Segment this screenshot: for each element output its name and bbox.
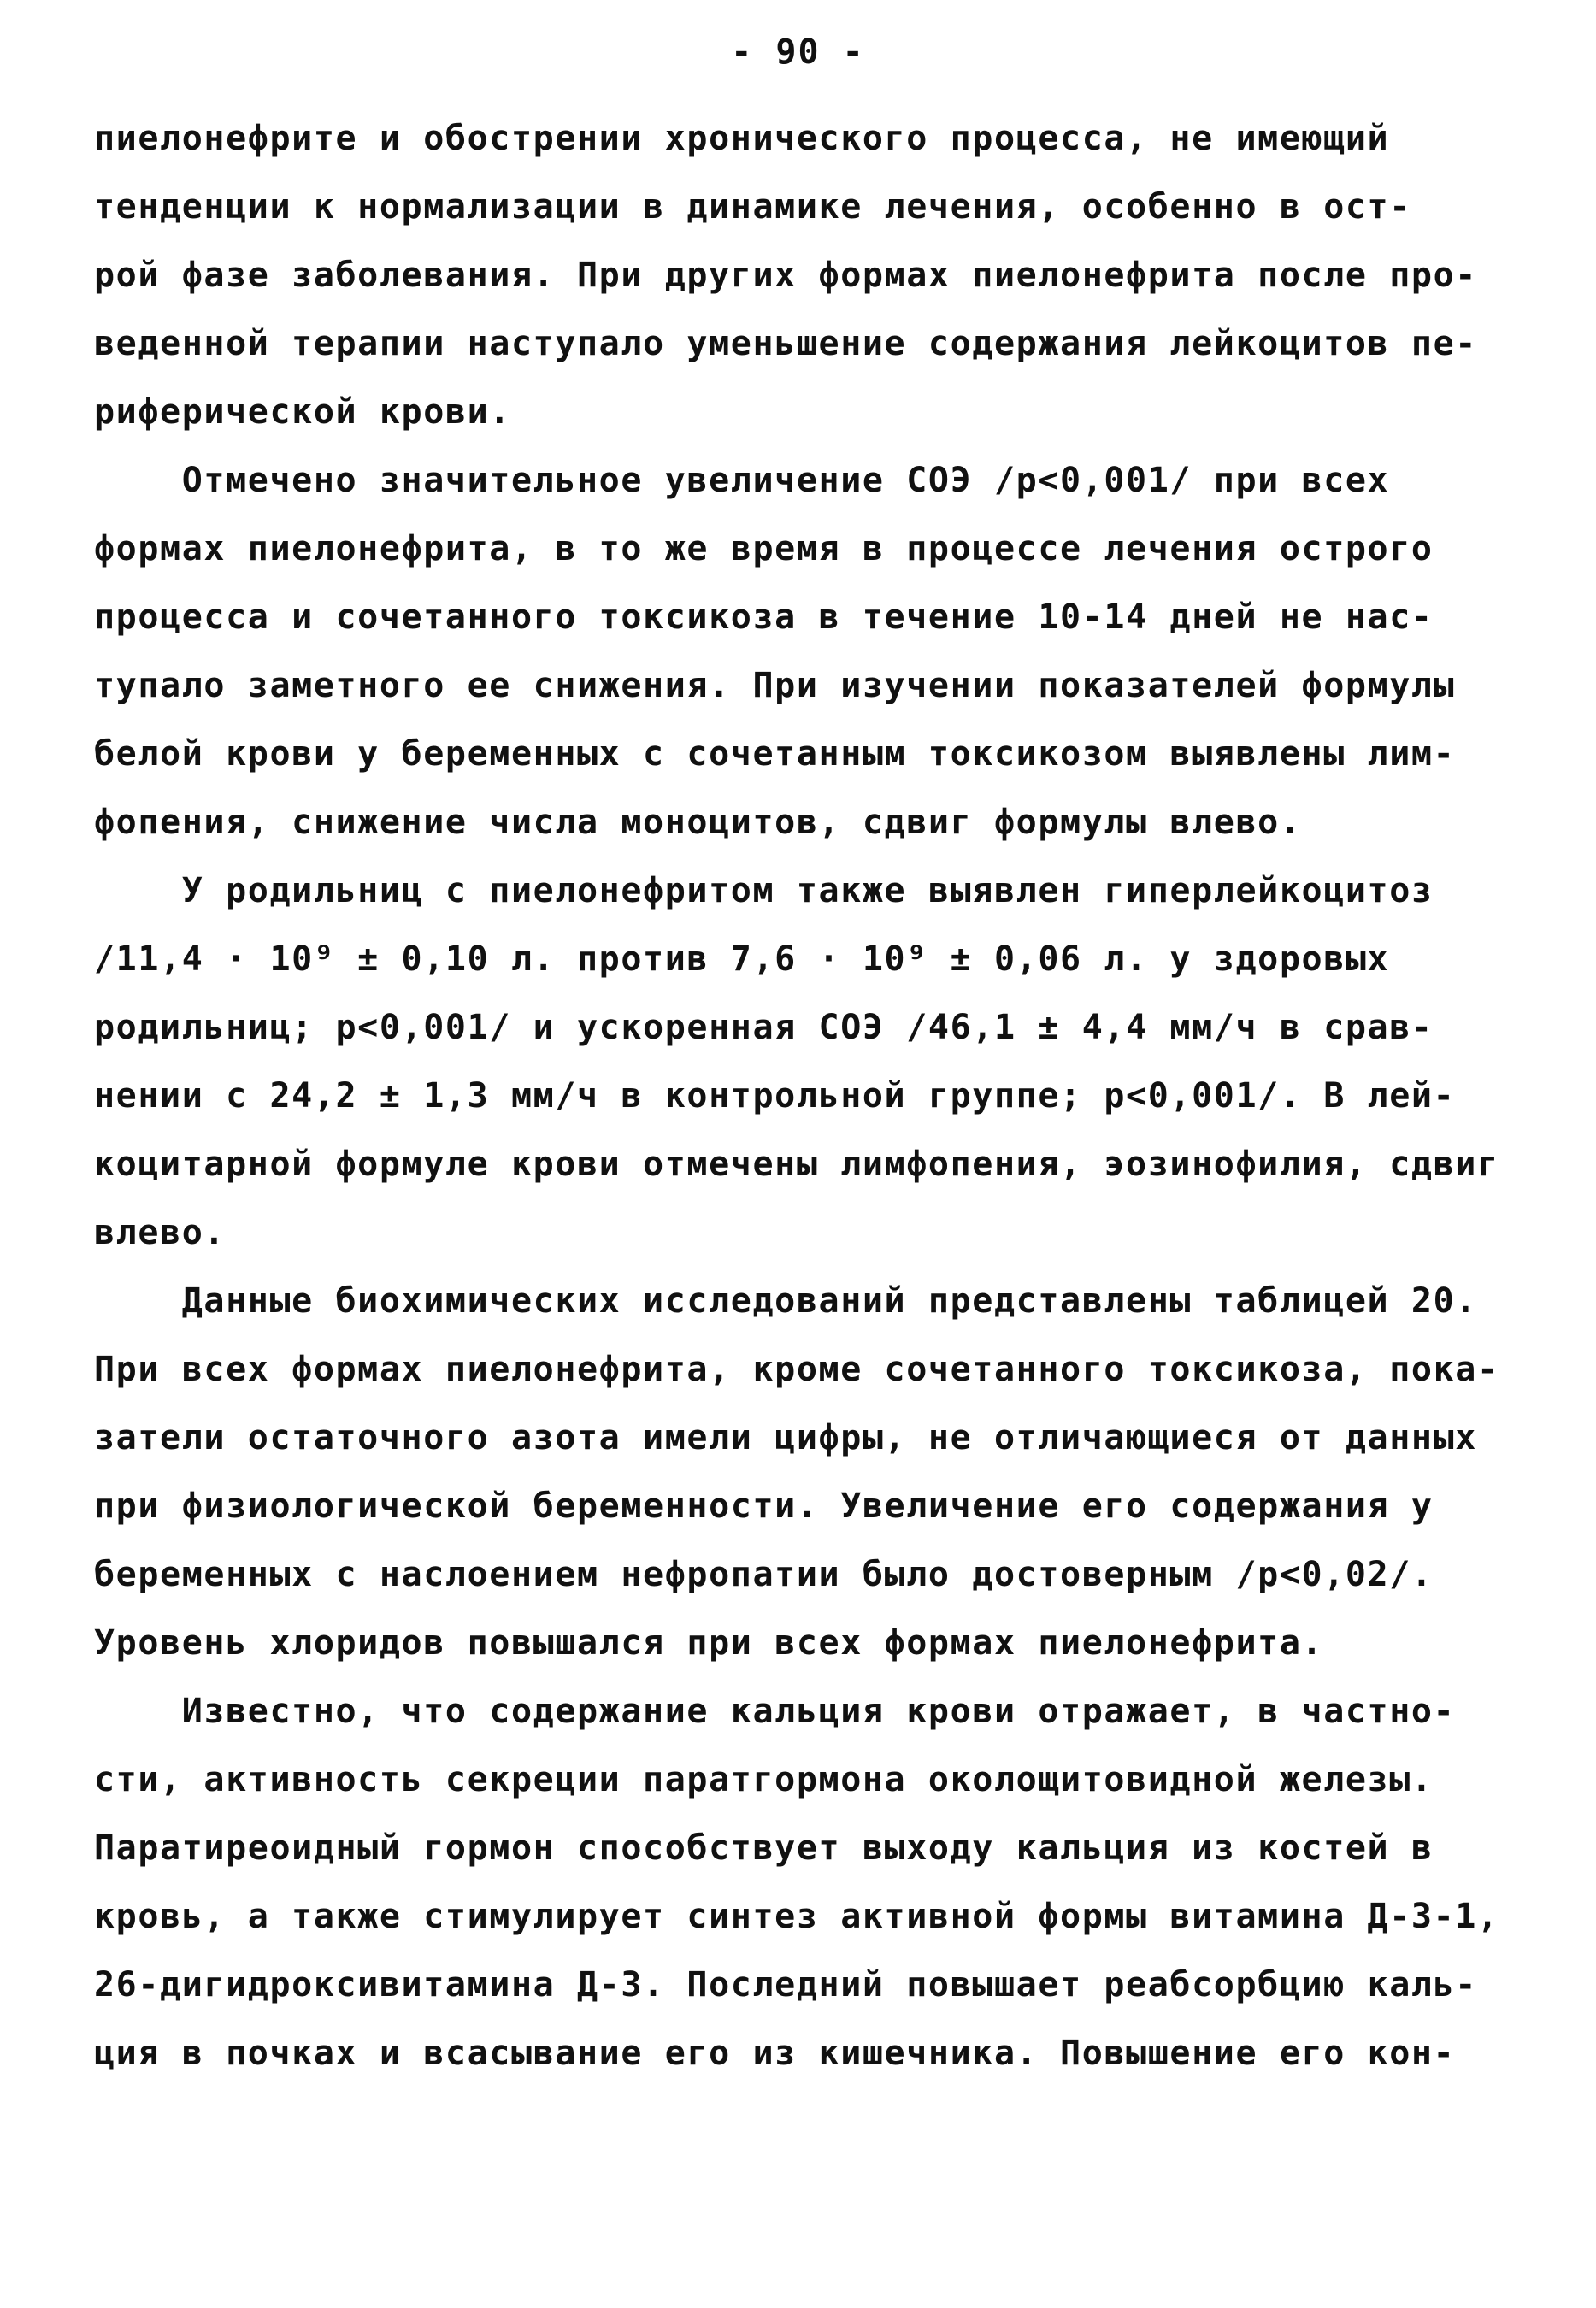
text-line: Паратиреоидный гормон способствует выходу кальция из костей в xyxy=(94,1828,1434,1868)
text-line: затели остаточного азота имели цифры, не отличающиеся от данных xyxy=(94,1418,1477,1457)
text-line: веденной терапии наступало уменьшение содержания лейкоцитов пе- xyxy=(94,324,1477,363)
text-line: родильниц; р<0,001/ и ускоренная СОЭ /46,1 ± 4,4 мм/ч в срав- xyxy=(94,1008,1434,1047)
text-line: рой фазе заболевания. При других формах пиелонефрита после про- xyxy=(94,256,1477,295)
text-line: беременных с наслоением нефропатии было достоверным /р<0,02/. xyxy=(94,1555,1434,1594)
text-line: формах пиелонефрита, в то же время в процессе лечения острого xyxy=(94,529,1434,568)
text-line: влево. xyxy=(94,1213,227,1252)
text-line: /11,4 · 10⁹ ± 0,10 л. против 7,6 · 10⁹ ± 0,06 л. у здоровых xyxy=(94,939,1390,979)
text-line: фопения, снижение числа моноцитов, сдвиг формулы влево. xyxy=(94,803,1302,842)
text-line: При всех формах пиелонефрита, кроме сочетанного токсикоза, пока- xyxy=(94,1350,1499,1389)
text-line: белой крови у беременных с сочетанным токсикозом выявлены лим- xyxy=(94,734,1456,774)
text-line: Уровень хлоридов повышался при всех формах пиелонефрита. xyxy=(94,1623,1324,1663)
text-line: процесса и сочетанного токсикоза в течение 10-14 дней не нас- xyxy=(94,598,1434,637)
text-line: пиелонефрите и обострении хронического процесса, не имеющий xyxy=(94,119,1390,158)
text-line: тенденции к нормализации в динамике лечения, особенно в ост- xyxy=(94,187,1411,227)
text-line: ция в почках и всасывание его из кишечника. Повышение его кон- xyxy=(94,2034,1456,2073)
text-line: Известно, что содержание кальция крови отражает, в частно- xyxy=(94,1692,1456,1731)
text-line: при физиологической беременности. Увеличение его содержания у xyxy=(94,1487,1434,1526)
text-line: тупало заметного ее снижения. При изучении показателей формулы xyxy=(94,666,1456,705)
text-line: Данные биохимических исследований представлены таблицей 20. xyxy=(94,1281,1477,1321)
text-line: сти, активность секреции паратгормона околощитовидной железы. xyxy=(94,1760,1434,1799)
text-line: нении с 24,2 ± 1,3 мм/ч в контрольной группе; р<0,001/. В лей- xyxy=(94,1076,1456,1116)
page-number: - 90 - xyxy=(731,32,865,72)
text-line: Отмечено значительное увеличение СОЭ /р<0,001/ при всех xyxy=(94,461,1390,500)
text-line: коцитарной формуле крови отмечены лимфопения, эозинофилия, сдвиг xyxy=(94,1145,1499,1184)
body-text xyxy=(94,104,1505,2087)
text-line: У родильниц с пиелонефритом также выявлен гиперлейкоцитоз xyxy=(94,871,1434,910)
text-line: риферической крови. xyxy=(94,392,511,432)
text-line: 26-дигидроксивитамина Д-3. Последний повышает реабсорбцию каль- xyxy=(94,1965,1477,2005)
text-line: кровь, а также стимулирует синтез активной формы витамина Д-3-1, xyxy=(94,1897,1499,1936)
